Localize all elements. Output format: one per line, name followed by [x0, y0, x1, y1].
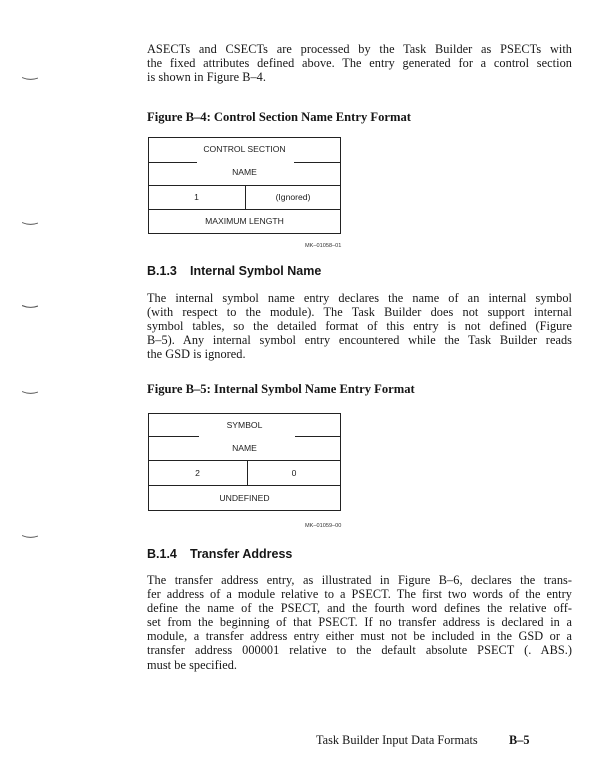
diagram-label-row1: CONTROL SECTION [203, 144, 286, 154]
diagram-label-row4: MAXIMUM LENGTH [205, 216, 284, 226]
diagram-label-row1: SYMBOL [226, 420, 263, 430]
divider-line [148, 460, 341, 461]
divider-line [294, 162, 341, 163]
section-number: B.1.4 [147, 547, 177, 561]
text-line: define the name of the PSECT, and the fourth word defines the relative off- [147, 601, 572, 616]
divider-line [148, 209, 341, 210]
divider-line [148, 162, 197, 163]
internal-symbol-paragraph [147, 291, 572, 361]
text-line: transfer address 000001 relative to the default absolute PSECT (. ABS.) [147, 643, 572, 658]
margin-mark [22, 535, 38, 539]
figure-code: MK–01058–01 [305, 243, 342, 249]
diagram-cell-right: (Ignored) [275, 192, 311, 202]
section-title: Internal Symbol Name [190, 264, 322, 278]
divider-line [148, 485, 341, 486]
text-line: B–5). Any internal symbol entry encountered while the Task Builder reads [147, 333, 572, 348]
text-line: module, a transfer address entry either must not be included in the GSD or a [147, 629, 572, 644]
text-line: symbol tables, so the detailed format of this entry is not defined (Figure [147, 319, 572, 334]
divider-line [148, 436, 199, 437]
text-line: The transfer address entry, as illustrated in Figure B–6, declares the trans- [147, 573, 572, 587]
footer-title: Task Builder Input Data Formats [316, 733, 478, 747]
diagram-label-row2: NAME [232, 167, 257, 177]
figure-title: Figure B–5: Internal Symbol Name Entry Format [147, 382, 415, 396]
divider-line [295, 436, 341, 437]
section-heading [147, 264, 321, 278]
text-line: must be specified. [147, 657, 238, 672]
diagram-label-row2: NAME [232, 443, 257, 453]
diagram-cell-left: 2 [195, 468, 200, 478]
text-line: (with respect to the module). The Task Builder does not support internal [147, 305, 572, 320]
diagram-label-row4: UNDEFINED [219, 493, 270, 503]
text-line: the fixed attributes defined above. The entry generated for a control section [147, 56, 572, 71]
diagram-cell-left: 1 [194, 192, 199, 202]
section-number: B.1.3 [147, 264, 177, 278]
margin-mark [22, 77, 38, 81]
text-line: the GSD is ignored. [147, 347, 246, 362]
page-number: B–5 [509, 733, 530, 747]
text-line: fer address of a module relative to a PSECT. The first two words of the entry [147, 587, 572, 602]
margin-mark [22, 222, 38, 226]
section-heading [147, 547, 292, 561]
intro-paragraph [147, 42, 572, 84]
figure-title: Figure B–4: Control Section Name Entry Format [147, 110, 411, 124]
text-line: is shown in Figure B–4. [147, 70, 267, 85]
margin-mark [22, 305, 38, 309]
margin-mark [22, 391, 38, 395]
diagram-cell-right: 0 [291, 468, 297, 478]
text-line: ASECTs and CSECTs are processed by the Task Builder as PSECTs with [147, 42, 572, 56]
section-title: Transfer Address [190, 547, 293, 561]
transfer-address-paragraph [147, 573, 572, 672]
text-line: set from the beginning of that PSECT. If no transfer address is declared in a [147, 615, 572, 630]
figure-code: MK–01059–00 [305, 523, 342, 529]
text-line: The internal symbol name entry declares the name of an internal symbol [147, 291, 572, 305]
